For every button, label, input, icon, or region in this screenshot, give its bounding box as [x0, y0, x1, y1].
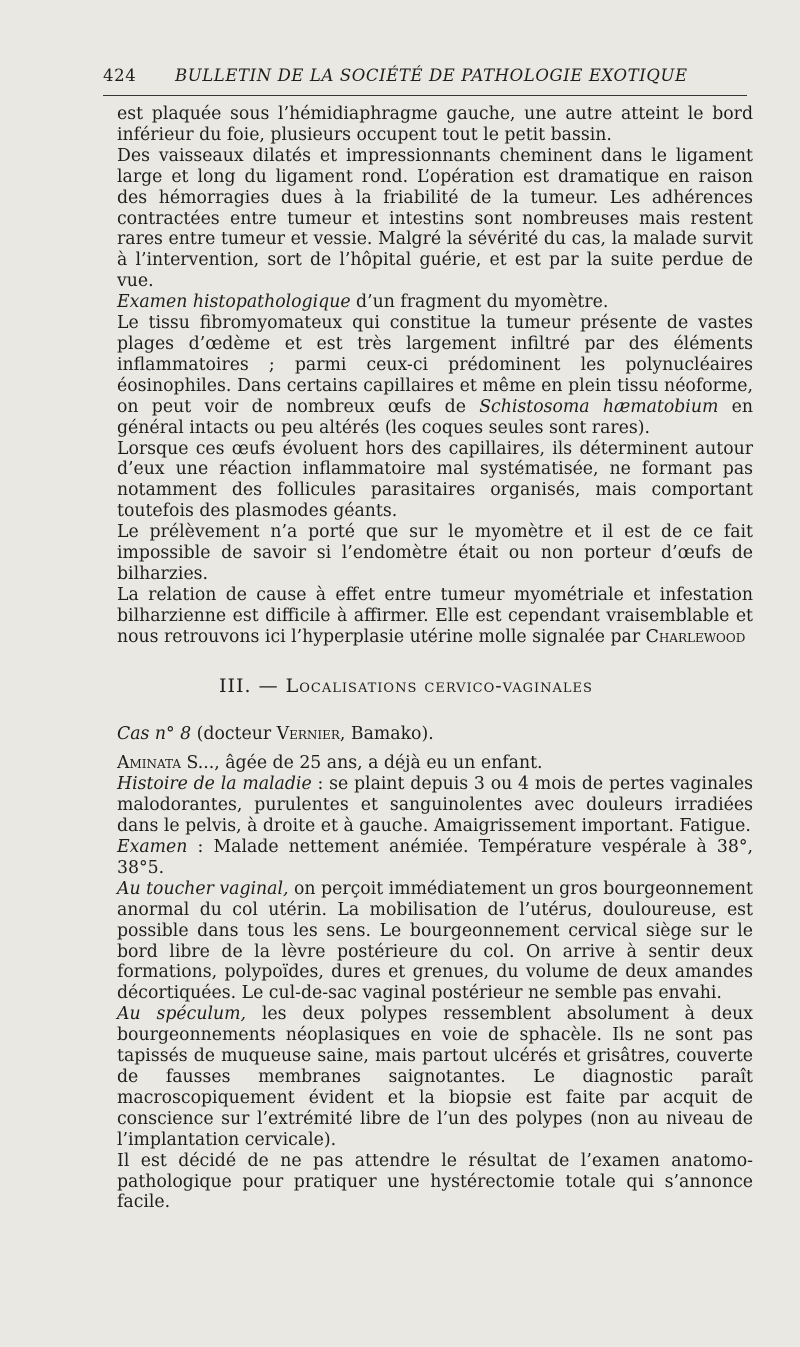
paragraph: Lorsque ces œufs évoluent hors des capillaires, ils déterminent autour d’eux une réaction inflammatoire mal systématisée, ne formant pas notamment des follicules parasitaires organisés, mais comportant toutefois des plasmodes géants. — [117, 438, 753, 522]
vaginal-exam-paragraph: Au toucher vaginal, on perçoit immédiatement un gros bourgeonnement anormal du col utérin. La mobilisation de l’utérus, douloureuse, est possible dans tous les sens. Le bourgeonnement cervical siège sur le bord libre de la lèvre postérieure du col. On arrive à sentir deux formations, polypoïdes, dures et grenues, du volume de deux amandes décortiquées. Le cul-de-sac vaginal postérieur ne semble pas envahi. — [117, 878, 753, 1004]
history-paragraph: Histoire de la maladie : se plaint depuis 3 ou 4 mois de pertes vaginales malodorantes, purulentes et sanguinolentes avec douleurs irradiées dans le pelvis, à droite et à gauche. Amaigrissement important. Fatigue. — [117, 774, 754, 837]
case-title: Cas n° 8 (docteur Vernier, Bamako). — [117, 724, 434, 745]
page-number: 424 — [103, 66, 137, 85]
paragraph: Des vaisseaux dilatés et impressionnants cheminent dans le ligament large et long du ligament rond. L’opération est dramatique en raison des hémorragies dues à la friabilité de la tumeur. Les adhérences contractées entre tumeur et intestins sont nombreuses mais restent rares entre tumeur et vessie. Malgré la sévérité du cas, la malade survit à l’intervention, sort de l’hôpital guérie, et est par la suite perdue de vue. — [117, 145, 753, 292]
exam-paragraph: Examen : Malade nettement anémiée. Température vespérale à 38°, 38°5. — [117, 837, 753, 878]
decision-paragraph: Il est décidé de ne pas attendre le résultat de l’examen anatomo-pathologique pour pratiquer une hystérectomie totale qui s’annonce facile. — [117, 1150, 753, 1213]
page-body — [117, 104, 753, 1213]
paragraph: est plaquée sous l’hémidiaphragme gauche, une autre atteint le bord inférieur du foie, plusieurs occupent tout le petit bassin. — [117, 104, 753, 145]
patient-line: Aminata S..., âgée de 25 ans, a déjà eu un enfant. — [117, 753, 543, 774]
paragraph: Le tissu fibromyomateux qui constitue la tumeur présente de vastes plages d’œdème et est très largement infiltré par des éléments inflammatoires ; parmi ceux-ci prédominent les polynucléaires éosinophiles. Dans certains capillaires et même en plein tissu néoforme, on peut voir de nombreux œufs de Schistosoma hæmatobium en général intacts ou peu altérés (les coques seules sont rares). — [117, 313, 753, 438]
speculum-paragraph: Au spéculum, les deux polypes ressemblent absolument à deux bourgeonnements néoplasiques en voie de sphacèle. Ils ne sont pas tapissés de muqueuse saine, mais partout ulcérés et grisâtres, couverte de fausses membranes saignotantes. Le diagnostic paraît macroscopiquement évident et la biopsie est faite par acquit de conscience sur l’extrémité libre de l’un des polypes (non au niveau de l’implantation cervicale). — [117, 1004, 754, 1150]
paragraph: Examen histopathologique d’un fragment du myomètre. — [117, 292, 609, 313]
paragraph: Le prélèvement n’a porté que sur le myomètre et il est de ce fait impossible de savoir si l’endomètre était ou non porteur d’œufs de bilharzies. — [117, 522, 753, 584]
running-title: BULLETIN DE LA SOCIÉTÉ DE PATHOLOGIE EXOTIQUE — [175, 66, 688, 85]
header-rule — [103, 95, 747, 96]
section-heading: III. — Localisations cervico-vaginales — [219, 674, 593, 697]
paragraph: La relation de cause à effet entre tumeur myométriale et infestation bilharzienne est difficile à affirmer. Elle est cependant vraisemblable et nous retrouvons ici l’hyperplasie utérine molle signalée par Charlewood — [117, 584, 753, 647]
